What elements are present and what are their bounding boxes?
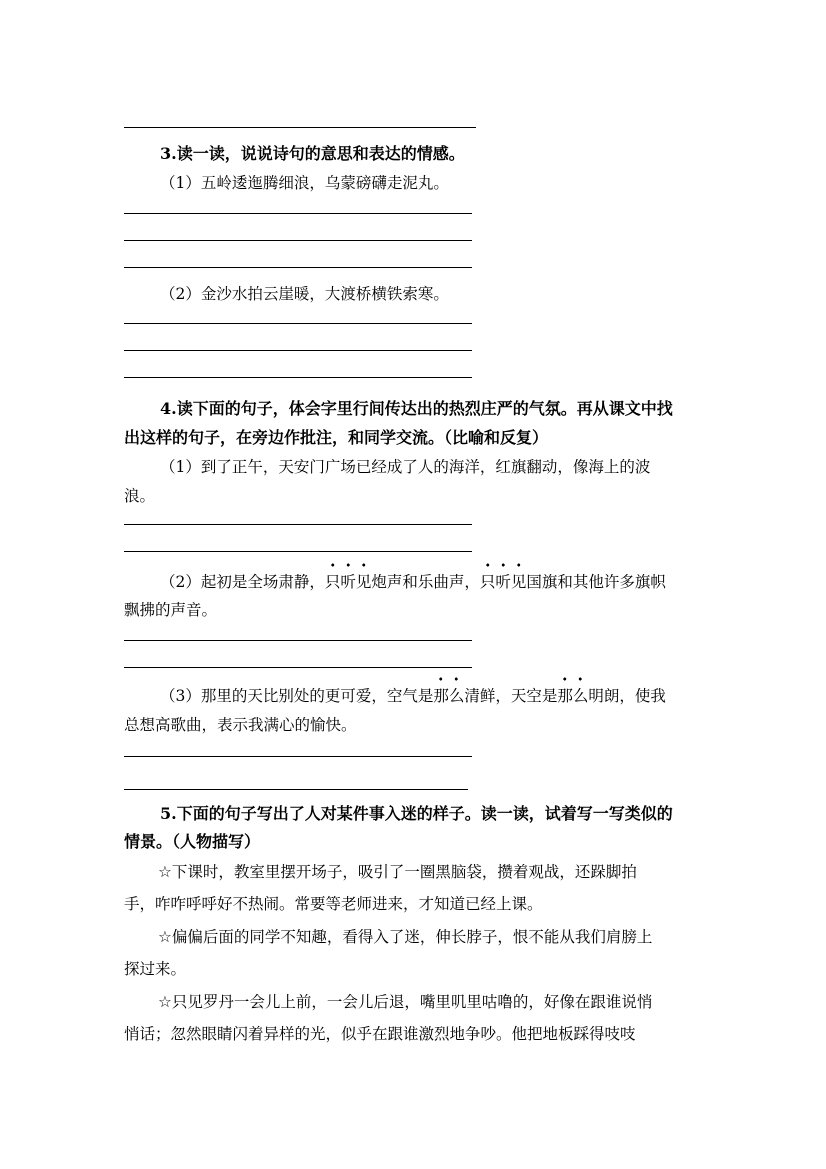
text-segment: 明朗，使我 xyxy=(588,687,666,705)
question-3-heading: 3.读一读，说说诗句的意思和表达的情感。 xyxy=(160,144,465,163)
answer-line xyxy=(124,756,472,757)
emphasized-text: 那么 xyxy=(433,676,464,706)
text-segment: 清鲜，天空是 xyxy=(464,687,558,705)
example-2-line-1: ☆偏偏后面的同学不知趣，看得入了迷，伸长脖子，恨不能从我们肩膀上 xyxy=(158,928,653,946)
answer-line xyxy=(124,551,472,552)
question-5-heading-line-1: 5.下面的句子写出了人对某件事入迷的样子。读一读，试着写一写类似的 xyxy=(160,804,673,823)
answer-line xyxy=(124,267,472,268)
text-segment: （2）起初是全场肃静， xyxy=(160,573,325,591)
question-4-item-1-line-1: （1）到了正午，天安门广场已经成了人的海洋，红旗翻动，像海上的波 xyxy=(160,458,651,476)
example-3-line-1: ☆只见罗丹一会儿上前，一会儿后退，嘴里叽里咕噜的，好像在跟谁说悄 xyxy=(158,993,653,1011)
question-4-item-2-line-2: 飘拂的声音。 xyxy=(124,601,218,619)
question-4-item-3-line-1 xyxy=(160,684,666,706)
question-4-item-3-line-2: 总想高歌曲，表示我满心的愉快。 xyxy=(124,716,357,734)
question-4-heading-line-1: 4.读下面的句子，体会字里行间传达出的热烈庄严的气氛。再从课文中找 xyxy=(160,399,673,418)
question-3-item-1: （1）五岭逶迤腾细浪，乌蒙磅礴走泥丸。 xyxy=(160,174,449,192)
example-2-line-2: 探过来。 xyxy=(124,960,187,978)
answer-line xyxy=(124,789,468,790)
emphasized-text: 只听见 xyxy=(480,562,527,592)
question-3-item-2: （2）金沙水拍云崖暖，大渡桥横铁索寒。 xyxy=(160,285,449,303)
answer-line xyxy=(124,667,472,668)
question-4-item-2-line-1 xyxy=(160,570,666,592)
answer-line xyxy=(124,350,472,351)
text-segment: 炮声和乐曲声， xyxy=(371,573,480,591)
text-segment: （3）那里的天比别处的更可爱，空气是 xyxy=(160,687,434,705)
answer-line xyxy=(124,640,472,641)
answer-line xyxy=(124,377,472,378)
example-1-line-2: 手，咋咋呼呼好不热闹。常要等老师进来，才知道已经上课。 xyxy=(124,895,543,913)
example-3-line-2: 悄话；忽然眼睛闪着异样的光，似乎在跟谁激烈地争吵。他把地板踩得吱吱 xyxy=(124,1025,636,1043)
text-segment: 国旗和其他许多旗帜 xyxy=(526,573,666,591)
emphasis-dots xyxy=(325,573,372,591)
question-4-item-1-line-2: 浪。 xyxy=(124,487,156,505)
question-4-heading-line-2: 出这样的句子，在旁边作批注，和同学交流。（比喻和反复） xyxy=(124,428,549,447)
answer-line xyxy=(124,323,472,324)
emphasized-text: 那么 xyxy=(557,676,588,706)
emphasized-text: 只听见 xyxy=(325,562,372,592)
question-5-heading-line-2: 情景。（人物描写） xyxy=(124,832,261,851)
answer-line xyxy=(124,127,476,128)
answer-line xyxy=(124,240,472,241)
answer-line xyxy=(124,213,472,214)
answer-line xyxy=(124,524,472,525)
example-1-line-1: ☆下课时，教室里摆开场子，吸引了一圈黑脑袋，攒着观战，还跺脚拍 xyxy=(158,863,637,881)
